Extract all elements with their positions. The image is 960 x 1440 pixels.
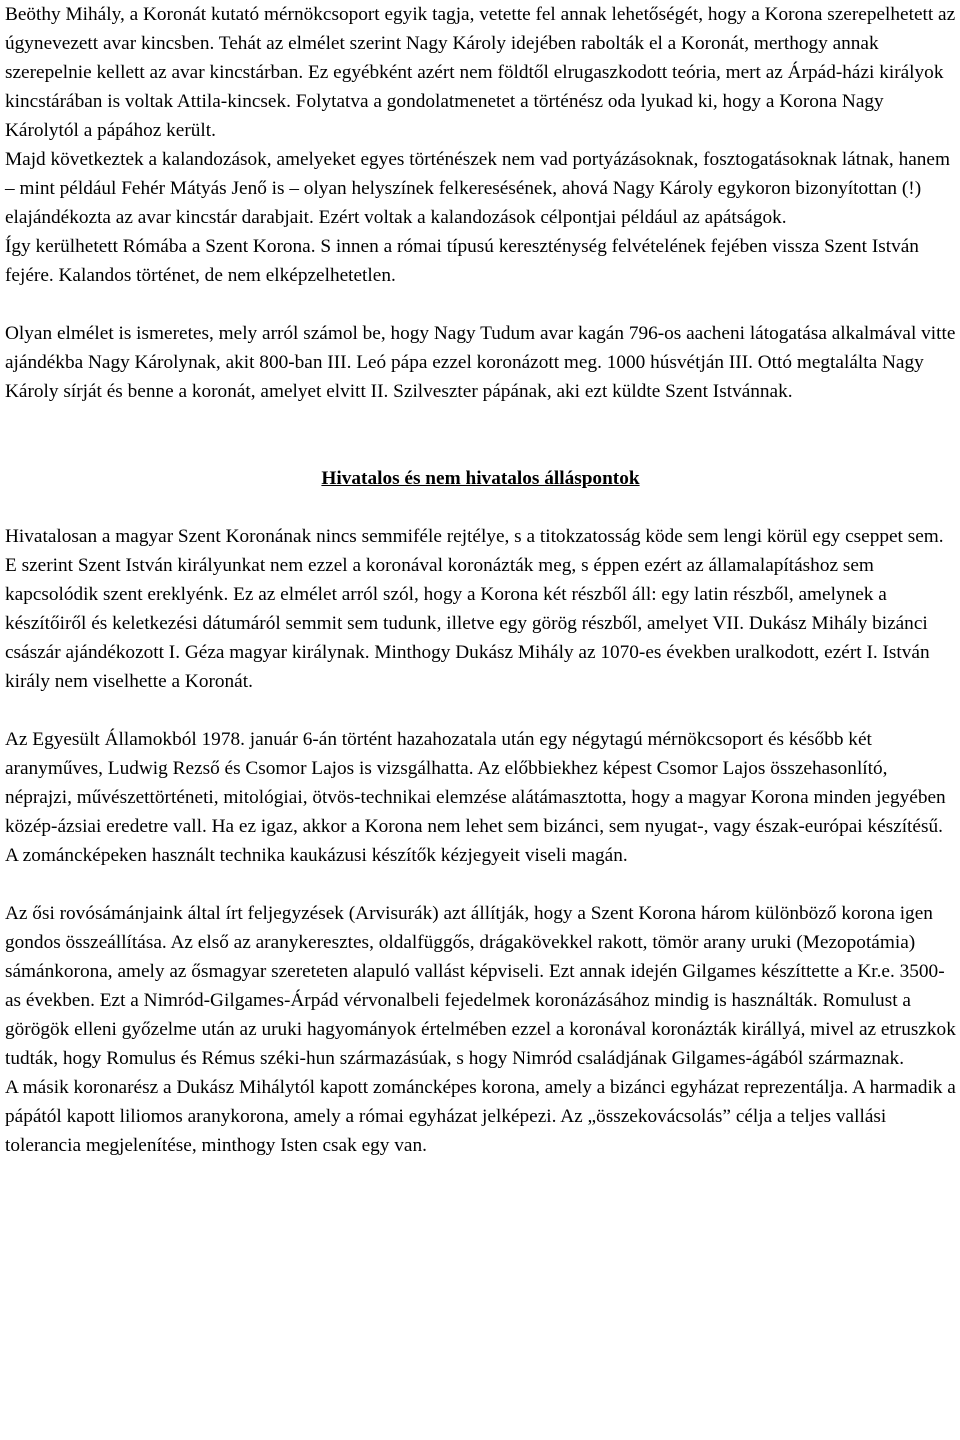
paragraph-official-view: Hivatalosan a magyar Szent Koronának nincs semmiféle rejtélye, s a titokzatosság köde sem lengi körül egy cseppet sem. E szerint Szent István királyunkat nem ezzel a koronával koronázták meg, s éppen ezért az államalapításhoz sem kapcsolódik szent ereklyénk. Ez az elmélet arról szól, hogy a Korona két részből áll: egy latin részből, amelynek a készítőiről és keletkezési dátumáról semmit sem tudunk, illetve egy görög részből, amelyet VII. Dukász Mihály bizánci császár ajándékozott I. Géza magyar királynak. Minthogy Dukász Mihály az 1070-es években uralkodott, ezért I. István király nem viselhette a Koronát. [5, 526, 944, 692]
paragraph-rome: Így kerülhetett Rómába a Szent Korona. S innen a római típusú kereszténység felvételének fejében vissza Szent István fejére. Kalandos történet, de nem elképzelhetetlen. [5, 236, 919, 286]
paragraph-spacer [5, 493, 956, 522]
paragraph-spacer [5, 290, 956, 319]
paragraph-arvisura: Az ősi rovósámánjaink által írt feljegyzések (Arvisurák) azt állítják, hogy a Szent Korona három különböző korona igen gondos összeállítása. Az első az aranykeresztes, oldalfüggős, drágakövekkel rakott, tömör arany uruki (Mezopotámia) sámánkorona, amely az ősmagyar szereteten alapuló vallást képviseli. Ezt annak idején Gilgames készíttette a Kr.e. 3500-as években. Ezt a Nimród-Gilgames-Árpád vérvonalbeli fejedelmek koronázásához mindig is használták. Romulust a görögök elleni győzelme után az uruki hagyományok értelmében ezzel a koronával koronázták királlyá, mivel az etruszkok tudták, hogy Romulus és Rémus széki-hun származásúak, s hogy Nimród családjának Gilgames-ágából származnak. [5, 903, 956, 1069]
paragraph-spacer [5, 870, 956, 899]
paragraph-avar-treasure: Beöthy Mihály, a Koronát kutató mérnökcsoport egyik tagja, vetette fel annak lehetőségét, hogy a Korona szerepelhetett az úgynevezett avar kincsben. Tehát az elmélet szerint Nagy Károly idejében rabolták el a Koronát, merthogy annak szerepelnie kellett az avar kincstárban. Ez egyébként azért nem földtől elrugaszkodott teória, mert az Árpád-házi királyok kincstárában is voltak Attila-kincsek. Folytatva a gondolatmenetet a történész oda lyukad ki, hogy a Korona Nagy Károlytól a pápához került. [5, 4, 956, 141]
paragraph-examination: Az Egyesült Államokból 1978. január 6-án történt hazahozatala után egy négytagú mérnökcsoport és később két aranyműves, Ludwig Rezső és Csomor Lajos is vizsgálhatta. Az előbbiekhez képest Csomor Lajos összehasonlító, néprajzi, művészettörténeti, mitológiai, ötvös-technikai elemzése alátámasztotta, hogy a magyar Korona minden jegyében közép-ázsiai eredetre vall. Ha ez igaz, akkor a Korona nem lehet sem bizánci, sem nyugat-, vagy észak-európai készítésű. A zománcképeken használt technika kaukázusi készítők kézjegyeit viseli magán. [5, 729, 946, 866]
section-spacer [5, 406, 956, 464]
paragraph-tudum-theory: Olyan elmélet is ismeretes, mely arról számol be, hogy Nagy Tudum avar kagán 796-os aacheni látogatása alkalmával vitte ajándékba Nagy Károlynak, akit 800-ban III. Leó pápa ezzel koronázott meg. 1000 húsvétján III. Ottó megtalálta Nagy Károly sírját és benne a koronát, amelyet elvitt II. Szilveszter pápának, aki ezt küldte Szent Istvánnak. [5, 323, 956, 402]
paragraph-spacer [5, 696, 956, 725]
section-heading: Hivatalos és nem hivatalos álláspontok [321, 468, 640, 489]
paragraph-raids: Majd következtek a kalandozások, amelyeket egyes történészek nem vad portyázásoknak, fosztogatásoknak látnak, hanem – mint például Fehér Mátyás Jenő is – olyan helyszínek felkeresésének, ahová Nagy Károly egykoron bizonyítottan (!) elajándékozta az avar kincstár darabjait. Ezért voltak a kalandozások célpontjai például az apátságok. [5, 149, 950, 228]
paragraph-crown-parts: A másik koronarész a Dukász Mihálytól kapott zománcképes korona, amely a bizánci egyházat reprezentálja. A harmadik a pápától kapott liliomos aranykorona, amely a római egyházat jelképezi. Az „összekovácsolás” célja a teljes vallási tolerancia megjelenítése, minthogy Isten csak egy van. [5, 1077, 956, 1156]
